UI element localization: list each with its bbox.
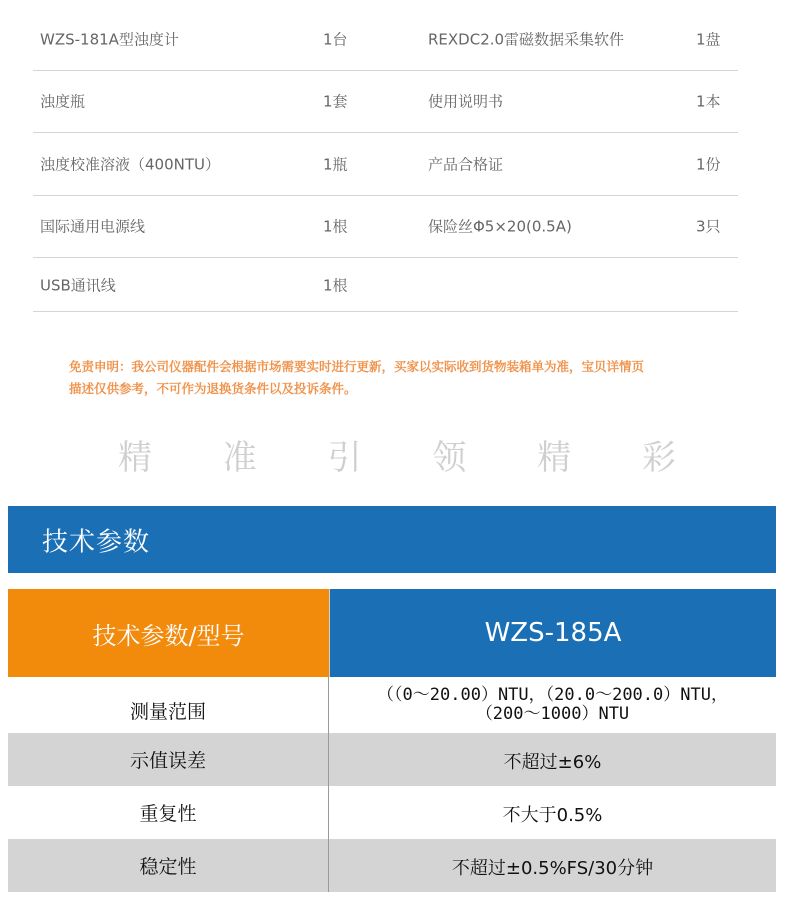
accessory-name: 保险丝Φ5×20(0.5A) [428, 217, 572, 236]
accessory-row [33, 71, 738, 134]
spec-row [8, 839, 776, 892]
slogan-char: 准 [222, 438, 259, 478]
disclaimer-line: 描述仅供参考，不可作为退换货条件以及投诉条件。 [69, 381, 357, 396]
accessory-row [33, 196, 738, 259]
accessory-row [33, 8, 738, 71]
accessory-name: 浊度校准溶液（400NTU） [40, 155, 220, 174]
accessory-name: WZS-181A型浊度计 [40, 30, 179, 49]
spec-key: 重复性 [8, 786, 329, 839]
spec-value [329, 677, 776, 733]
spec-value: 不大于0.5% [502, 805, 603, 826]
accessory-name: USB通讯线 [40, 276, 116, 294]
accessory-qty: 1瓶 [323, 155, 348, 174]
spec-table [8, 589, 776, 892]
disclaimer-text [69, 356, 729, 400]
slogan-char: 引 [327, 438, 364, 478]
spec-key: 测量范围 [8, 677, 329, 733]
disclaimer-line: 免责申明：我公司仪器配件会根据市场需要实时进行更新，买家以实际收到货物装箱单为准，宝贝详情页 [69, 359, 645, 374]
accessory-qty: 1台 [323, 30, 348, 49]
slogan-char: 精 [118, 438, 154, 478]
accessory-list [33, 8, 738, 312]
accessory-name: 浊度瓶 [40, 92, 86, 111]
spec-value: 不超过±0.5%FS/30分钟 [451, 858, 654, 879]
section-title: 技术参数 [42, 527, 151, 557]
accessory-qty: 1根 [323, 276, 348, 294]
accessory-qty: 1份 [696, 155, 721, 174]
spec-value-line: （（0～20.00）NTU，（20.0～200.0）NTU， [377, 685, 728, 705]
accessory-qty: 1套 [323, 92, 348, 111]
slogan-char: 精 [537, 438, 574, 478]
accessory-row [33, 133, 738, 196]
accessory-name: 使用说明书 [428, 92, 504, 111]
spec-header-label: 技术参数/型号 [8, 589, 329, 677]
spec-row [8, 677, 776, 733]
accessory-qty: 1盘 [696, 30, 721, 49]
slogan-char: 领 [432, 438, 469, 478]
slogan-char: 彩 [641, 438, 678, 478]
spec-row [8, 786, 776, 839]
accessory-name: 产品合格证 [428, 155, 504, 174]
accessory-name: REXDC2.0雷磁数据采集软件 [428, 30, 625, 49]
slogan [118, 430, 678, 479]
spec-key: 示值误差 [8, 733, 329, 786]
spec-key: 稳定性 [8, 839, 329, 892]
spec-value: 不超过±6% [503, 752, 602, 773]
accessory-row [33, 258, 738, 312]
accessory-qty: 3只 [696, 217, 721, 236]
spec-row [8, 733, 776, 786]
accessory-qty: 1根 [323, 217, 348, 236]
spec-header-model: WZS-185A [329, 589, 776, 677]
spec-value-line: （200～1000）NTU [475, 704, 630, 724]
accessory-name: 国际通用电源线 [40, 217, 146, 236]
section-banner [8, 506, 776, 573]
spec-header-row [8, 589, 776, 677]
accessory-qty: 1本 [696, 92, 721, 111]
